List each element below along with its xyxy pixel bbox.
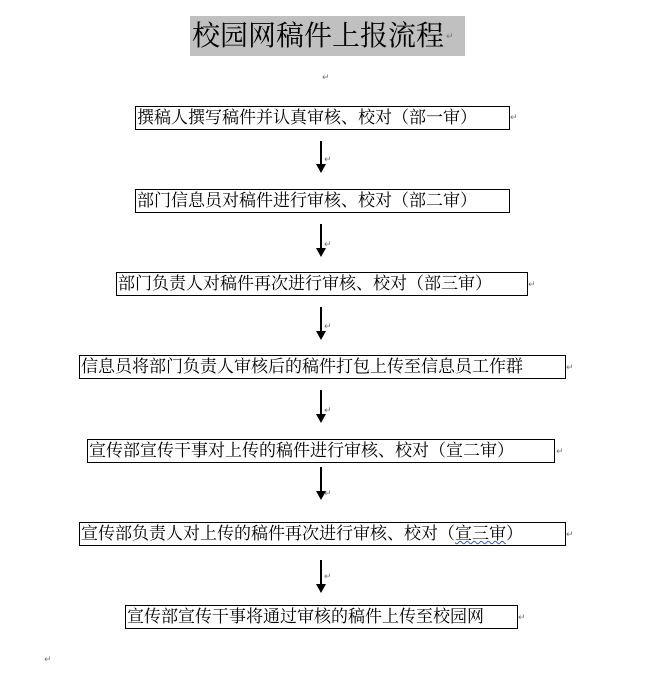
step-box-7 (125, 605, 518, 629)
paragraph-mark-icon: ↵ (324, 489, 332, 499)
paragraph-mark-icon: ↵ (566, 530, 574, 540)
step-text: 部门信息员对稿件进行审核、校对（部二审） (137, 191, 477, 211)
step-text: 宣传部宣传干事对上传的稿件进行审核、校对（宣二审） (89, 441, 514, 461)
paragraph-mark-icon: ↵ (322, 73, 330, 83)
paragraph-mark-icon: ↵ (324, 572, 332, 582)
title-text: 校园网稿件上报流程 (192, 19, 445, 52)
step-box-6 (79, 522, 566, 546)
paragraph-mark-icon: ↵ (446, 32, 454, 42)
paragraph-mark-icon: ↵ (324, 155, 332, 165)
paragraph-mark-icon: ↵ (44, 655, 52, 665)
paragraph-mark-icon: ↵ (324, 240, 332, 250)
step-text-before: 宣传部负责人对上传的稿件再次进行审核、校对（ (81, 524, 455, 544)
paragraph-mark-icon: ↵ (528, 280, 536, 290)
step-text-after: ） (506, 524, 523, 544)
paragraph-mark-icon: ↵ (510, 113, 518, 123)
paragraph-mark-icon: ↵ (324, 322, 332, 332)
paragraph-mark-icon: ↵ (566, 363, 574, 373)
paragraph-mark-icon: ↵ (518, 613, 526, 623)
paragraph-mark-icon: ↵ (556, 447, 564, 457)
paragraph-mark-icon: ↵ (324, 406, 332, 416)
spell-check-underline: 宣三审 (455, 524, 506, 544)
page-title (190, 16, 465, 56)
step-text: 撰稿人撰写稿件并认真审核、校对（部一审） (137, 108, 477, 128)
step-text: 宣传部宣传干事将通过审核的稿件上传至校园网 (127, 607, 484, 627)
step-box-2 (135, 189, 510, 213)
step-box-3 (116, 272, 528, 296)
step-text: 信息员将部门负责人审核后的稿件打包上传至信息员工作群 (81, 357, 523, 377)
step-text: 部门负责人对稿件再次进行审核、校对（部三审） (118, 274, 492, 294)
step-box-1 (135, 106, 510, 130)
step-box-4 (79, 355, 566, 379)
step-box-5 (87, 439, 555, 463)
